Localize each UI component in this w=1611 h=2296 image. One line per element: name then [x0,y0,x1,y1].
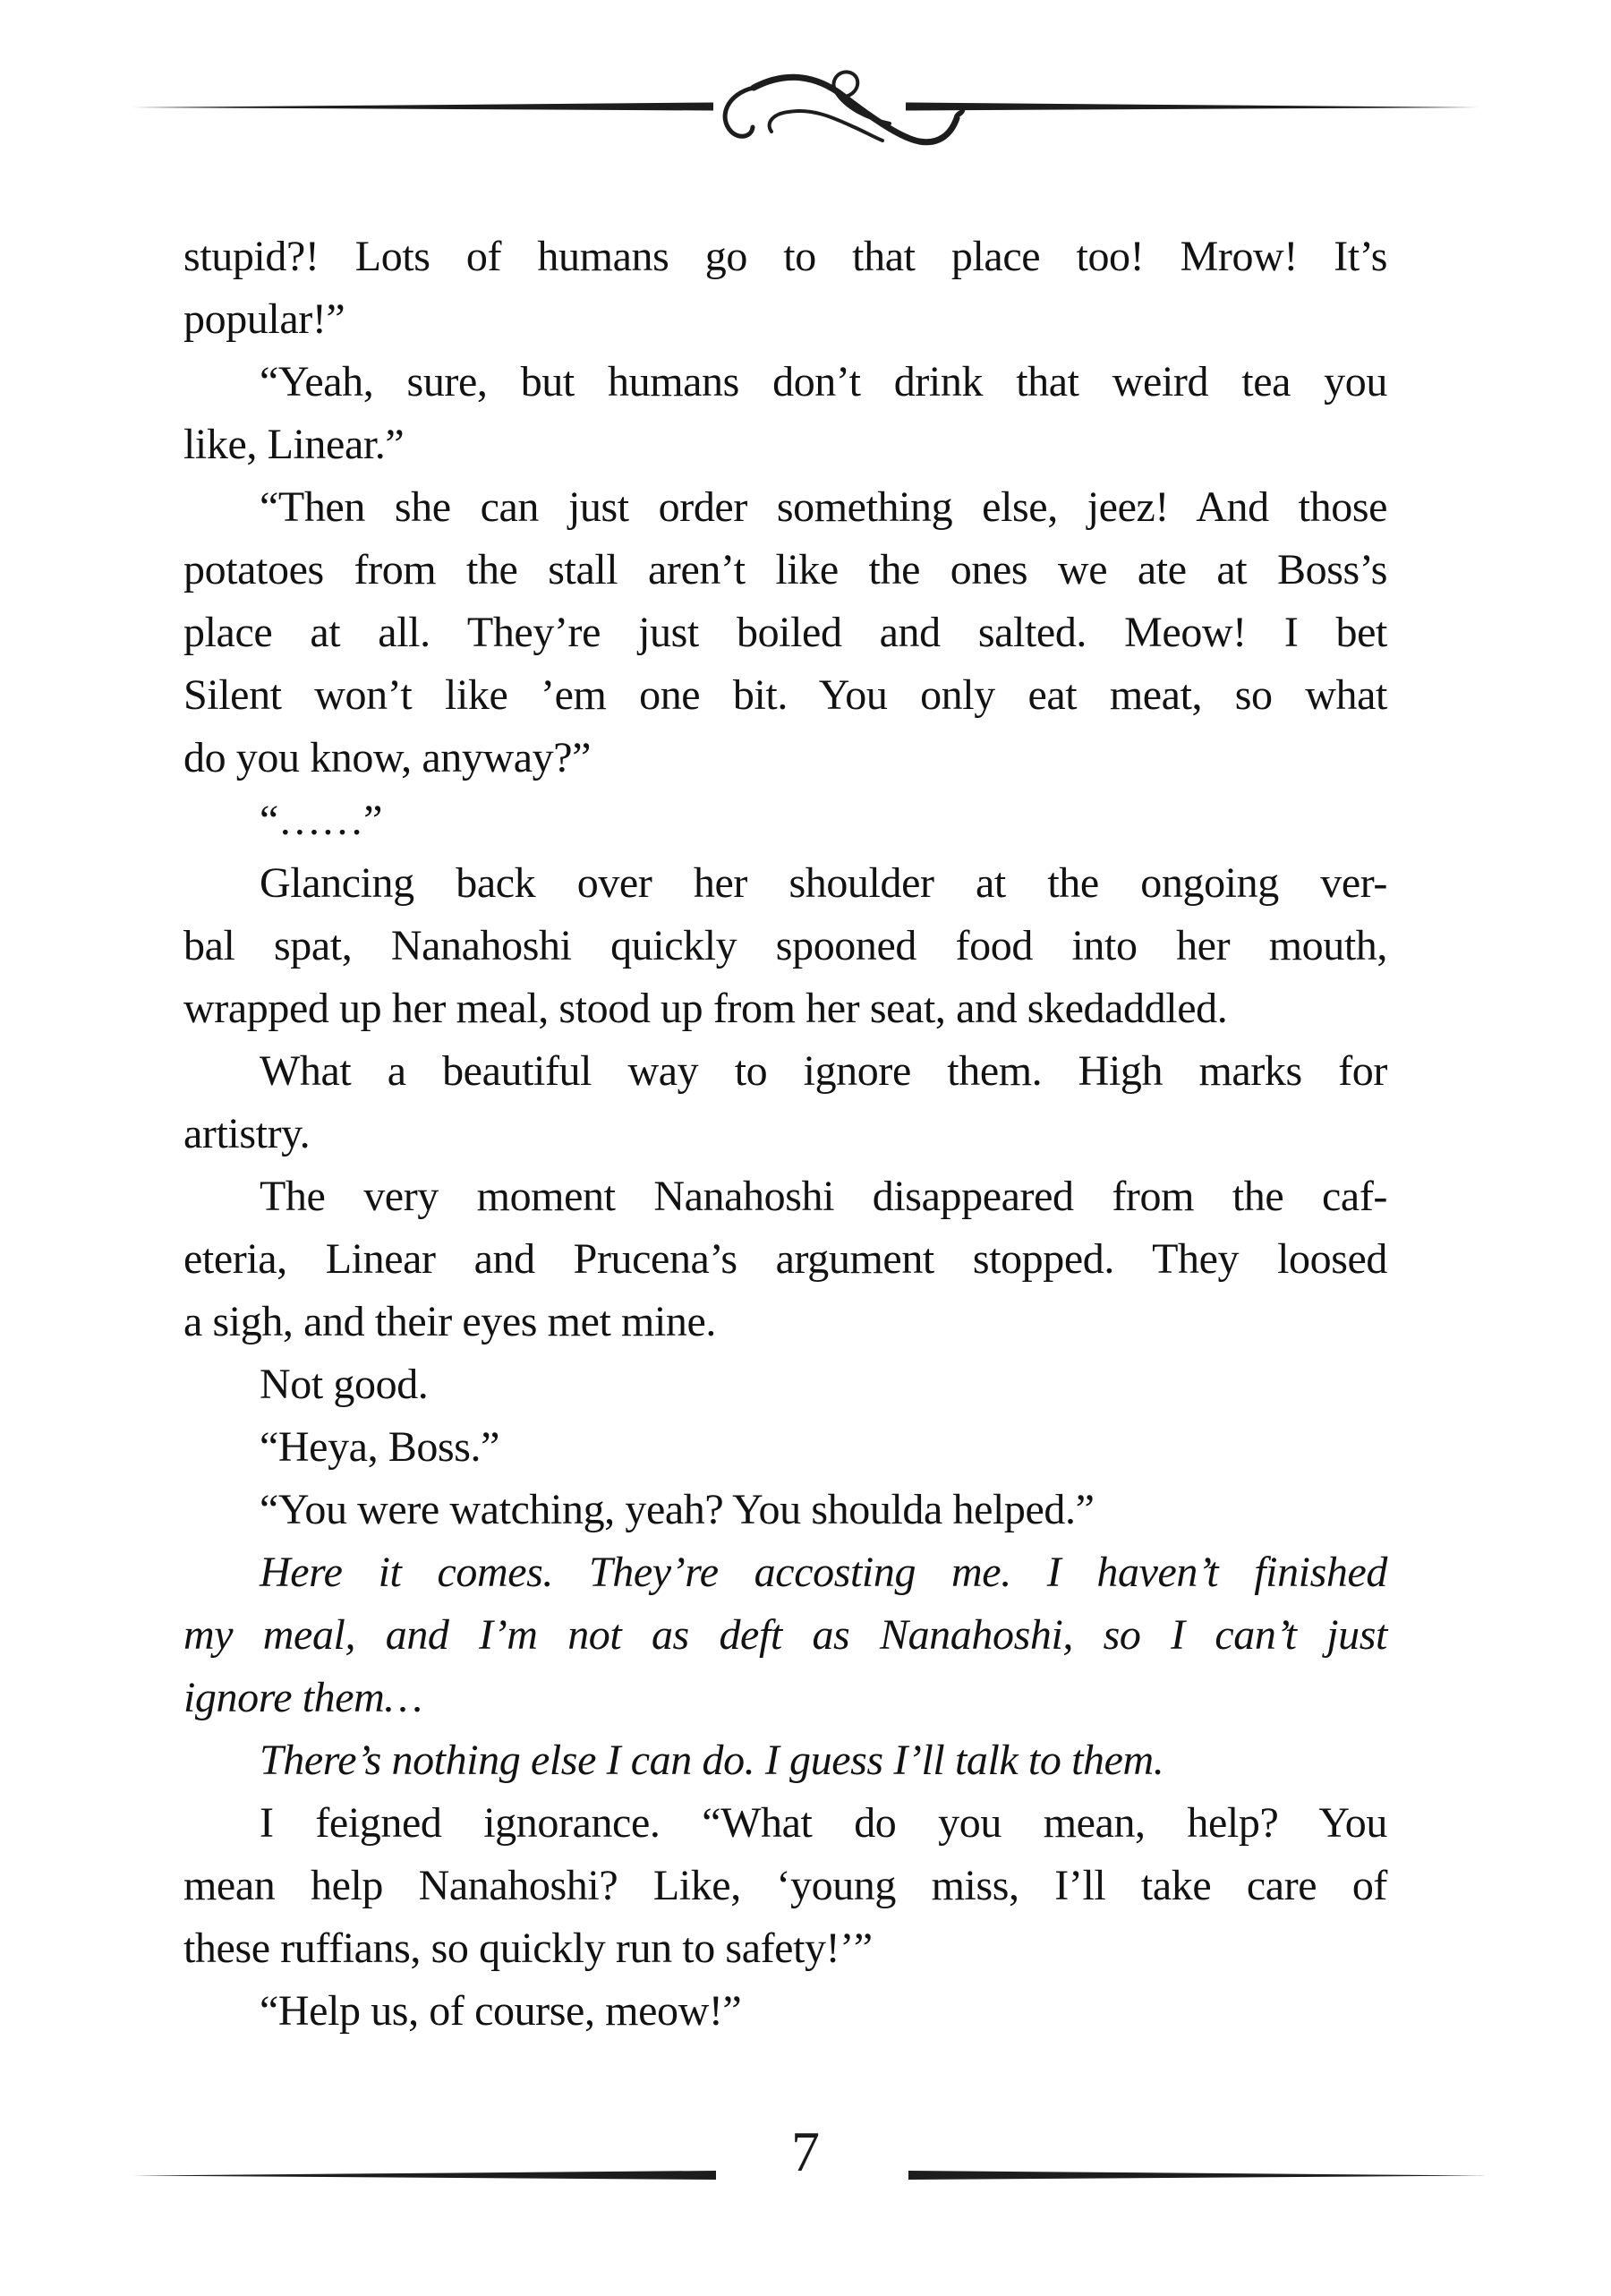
text-line: There’s nothing else I can do. I guess I’ll talk to them. [260,1737,1164,1784]
text-line: Here it comes. They’re accosting me. I haven’t finished [260,1549,1387,1596]
text-line: What a beautiful way to ignore them. High marks for [260,1047,1387,1095]
text-line: a sigh, and their eyes met mine. [183,1298,717,1345]
text-line: artistry. [183,1110,311,1157]
text-line: wrapped up her meal, stood up from her seat, and skedaddled. [183,985,1228,1032]
text-line: I feigned ignorance. “What do you mean, help? You [260,1799,1387,1847]
text-line: my meal, and I’m not as deft as Nanahoshi, so I can’t just [183,1611,1387,1659]
text-line: potatoes from the stall aren’t like the ones we ate at Boss’s [183,546,1387,593]
text-line: “Yeah, sure, but humans don’t drink that weird tea you [260,358,1387,405]
text-line: “You were watching, yeah? You shoulda helped.” [260,1486,1095,1533]
text-line: The very moment Nanahoshi disappeared from the caf- [260,1173,1387,1220]
text-line: popular!” [183,295,345,343]
text-line: “……” [260,797,383,844]
text-line: “Heya, Boss.” [260,1423,500,1471]
text-line: place at all. They’re just boiled and salted. Meow! I bet [183,609,1387,656]
text-line: “Then she can just order something else, jeez! And those [260,483,1387,531]
text-line: do you know, anyway?” [183,734,592,781]
flourish-divider-icon [125,54,1495,157]
text-line: stupid?! Lots of humans go to that place too! Mrow! It’s [183,233,1387,280]
text-line: mean help Nanahoshi? Like, ‘young miss, I’ll take care of [183,1862,1387,1909]
page-text [183,226,1387,2043]
text-line: ignore them… [183,1674,422,1721]
header-rule-right [906,103,1481,111]
text-line: these ruffians, so quickly run to safety!’” [183,1925,873,1972]
text-line: “Help us, of course, meow!” [260,1987,742,2035]
text-line: Glancing back over her shoulder at the ongoing ver- [260,859,1387,907]
text-line: bal spat, Nanahoshi quickly spooned food into her mouth, [183,922,1387,969]
text-line: like, Linear.” [183,421,405,468]
page-number: 7 [791,2120,820,2183]
header-rule-left [132,103,713,111]
text-line: Silent won’t like ’em one bit. You only eat meat, so what [183,671,1387,719]
text-line: eteria, Linear and Prucena’s argument stopped. They loosed [183,1235,1387,1283]
text-line: Not good. [260,1361,429,1408]
